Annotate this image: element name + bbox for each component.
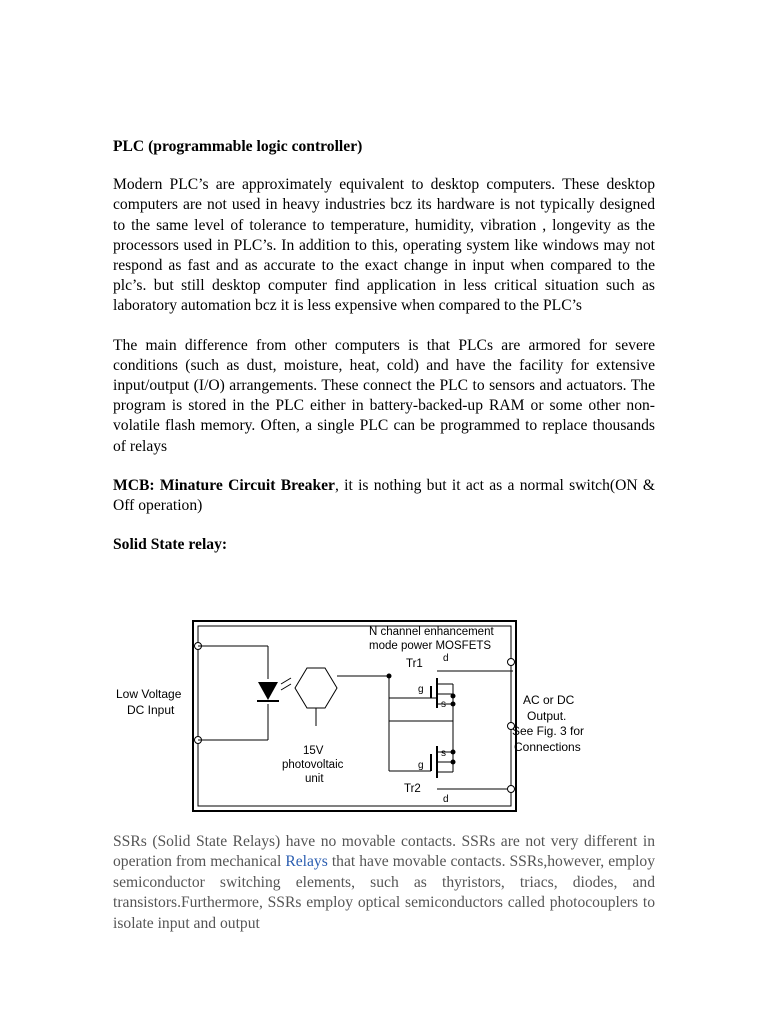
output-label-1: AC or DC xyxy=(523,693,575,707)
output-terminal-bottom xyxy=(508,786,515,793)
output-terminal-top xyxy=(508,659,515,666)
ssr-paragraph xyxy=(113,832,655,934)
input-label-2: DC Input xyxy=(127,703,175,717)
tr2-gate-label: g xyxy=(418,760,424,771)
tr2-source-label: s xyxy=(441,748,446,759)
ssr-description xyxy=(113,832,655,934)
tr2-drain-label: d xyxy=(443,794,449,805)
ssr-heading: Solid State relay: xyxy=(113,536,228,554)
tr1-source-label: s xyxy=(441,699,446,710)
relays-link[interactable]: Relays xyxy=(285,853,328,871)
mcb-term: MCB: Minature Circuit Breaker xyxy=(113,476,335,494)
mosfet-label-2: mode power MOSFETS xyxy=(369,640,492,652)
pv-label-2: photovoltaic xyxy=(282,759,344,771)
paragraph-plc-comparison: Modern PLC’s are approximately equivalent to desktop computers. These desktop computers are not used in heavy industries bcz its hardware is not typically designed to the same level of tolerance to temperature, humidity, vibration , longevity as the processors used in PLC’s. In addition to this, operating system like windows may not respond as fast and as accurate to the exact change in input when compared to the plc’s. but still desktop computer find application in less critical situation such as laboratory automation bcz it is less expensive when compared to the PLC’s xyxy=(113,176,655,315)
output-label-3: See Fig. 3 for xyxy=(512,724,585,738)
mcb-definition: , it is nothing but it act as a normal switch(ON & Off operation) xyxy=(113,476,655,515)
ssr-circuit-diagram xyxy=(113,616,633,821)
tr1-gate-label: g xyxy=(418,684,424,695)
paragraph-mcb xyxy=(113,476,655,516)
tr1-drain-label: d xyxy=(443,653,449,664)
tr2-label: Tr2 xyxy=(404,783,421,795)
pv-label-3: unit xyxy=(305,773,324,785)
ssr-text-after-link: that have movable contacts. SSRs,however, employ semiconductor switching elements, such as thyristors, triacs, diodes, and transistors.Furthermore, SSRs employ optical semiconductors called photocouplers to isolate input and output xyxy=(113,853,655,932)
input-label-1: Low Voltage xyxy=(116,687,182,701)
photovoltaic-unit-icon xyxy=(295,668,337,708)
ssr-text-before-link: SSRs (Solid State Relays) have no movable contacts. SSRs are not very different in operation from mechanical xyxy=(113,833,655,871)
tr1-label: Tr1 xyxy=(406,658,423,670)
paragraph-plc-difference: The main difference from other computers is that PLCs are armored for severe conditions (such as dust, moisture, heat, cold) and have the facility for extensive input/output (I/O) arrangements. These connect the PLC to sensors and actuators. The program is stored in the PLC either in battery-backed-up RAM or some other non-volatile flash memory. Often, a single PLC can be programmed to replace thousands of relays xyxy=(113,336,655,455)
document-body xyxy=(113,137,655,555)
led-icon xyxy=(258,682,278,700)
output-label-4: Connections xyxy=(514,740,581,754)
pv-label-1: 15V xyxy=(303,745,324,757)
page-title: PLC (programmable logic controller) xyxy=(113,138,363,155)
diagram-inner-frame xyxy=(198,626,511,806)
mosfet-label-1: N channel enhancement xyxy=(369,626,494,638)
output-label-2: Output. xyxy=(527,709,567,723)
